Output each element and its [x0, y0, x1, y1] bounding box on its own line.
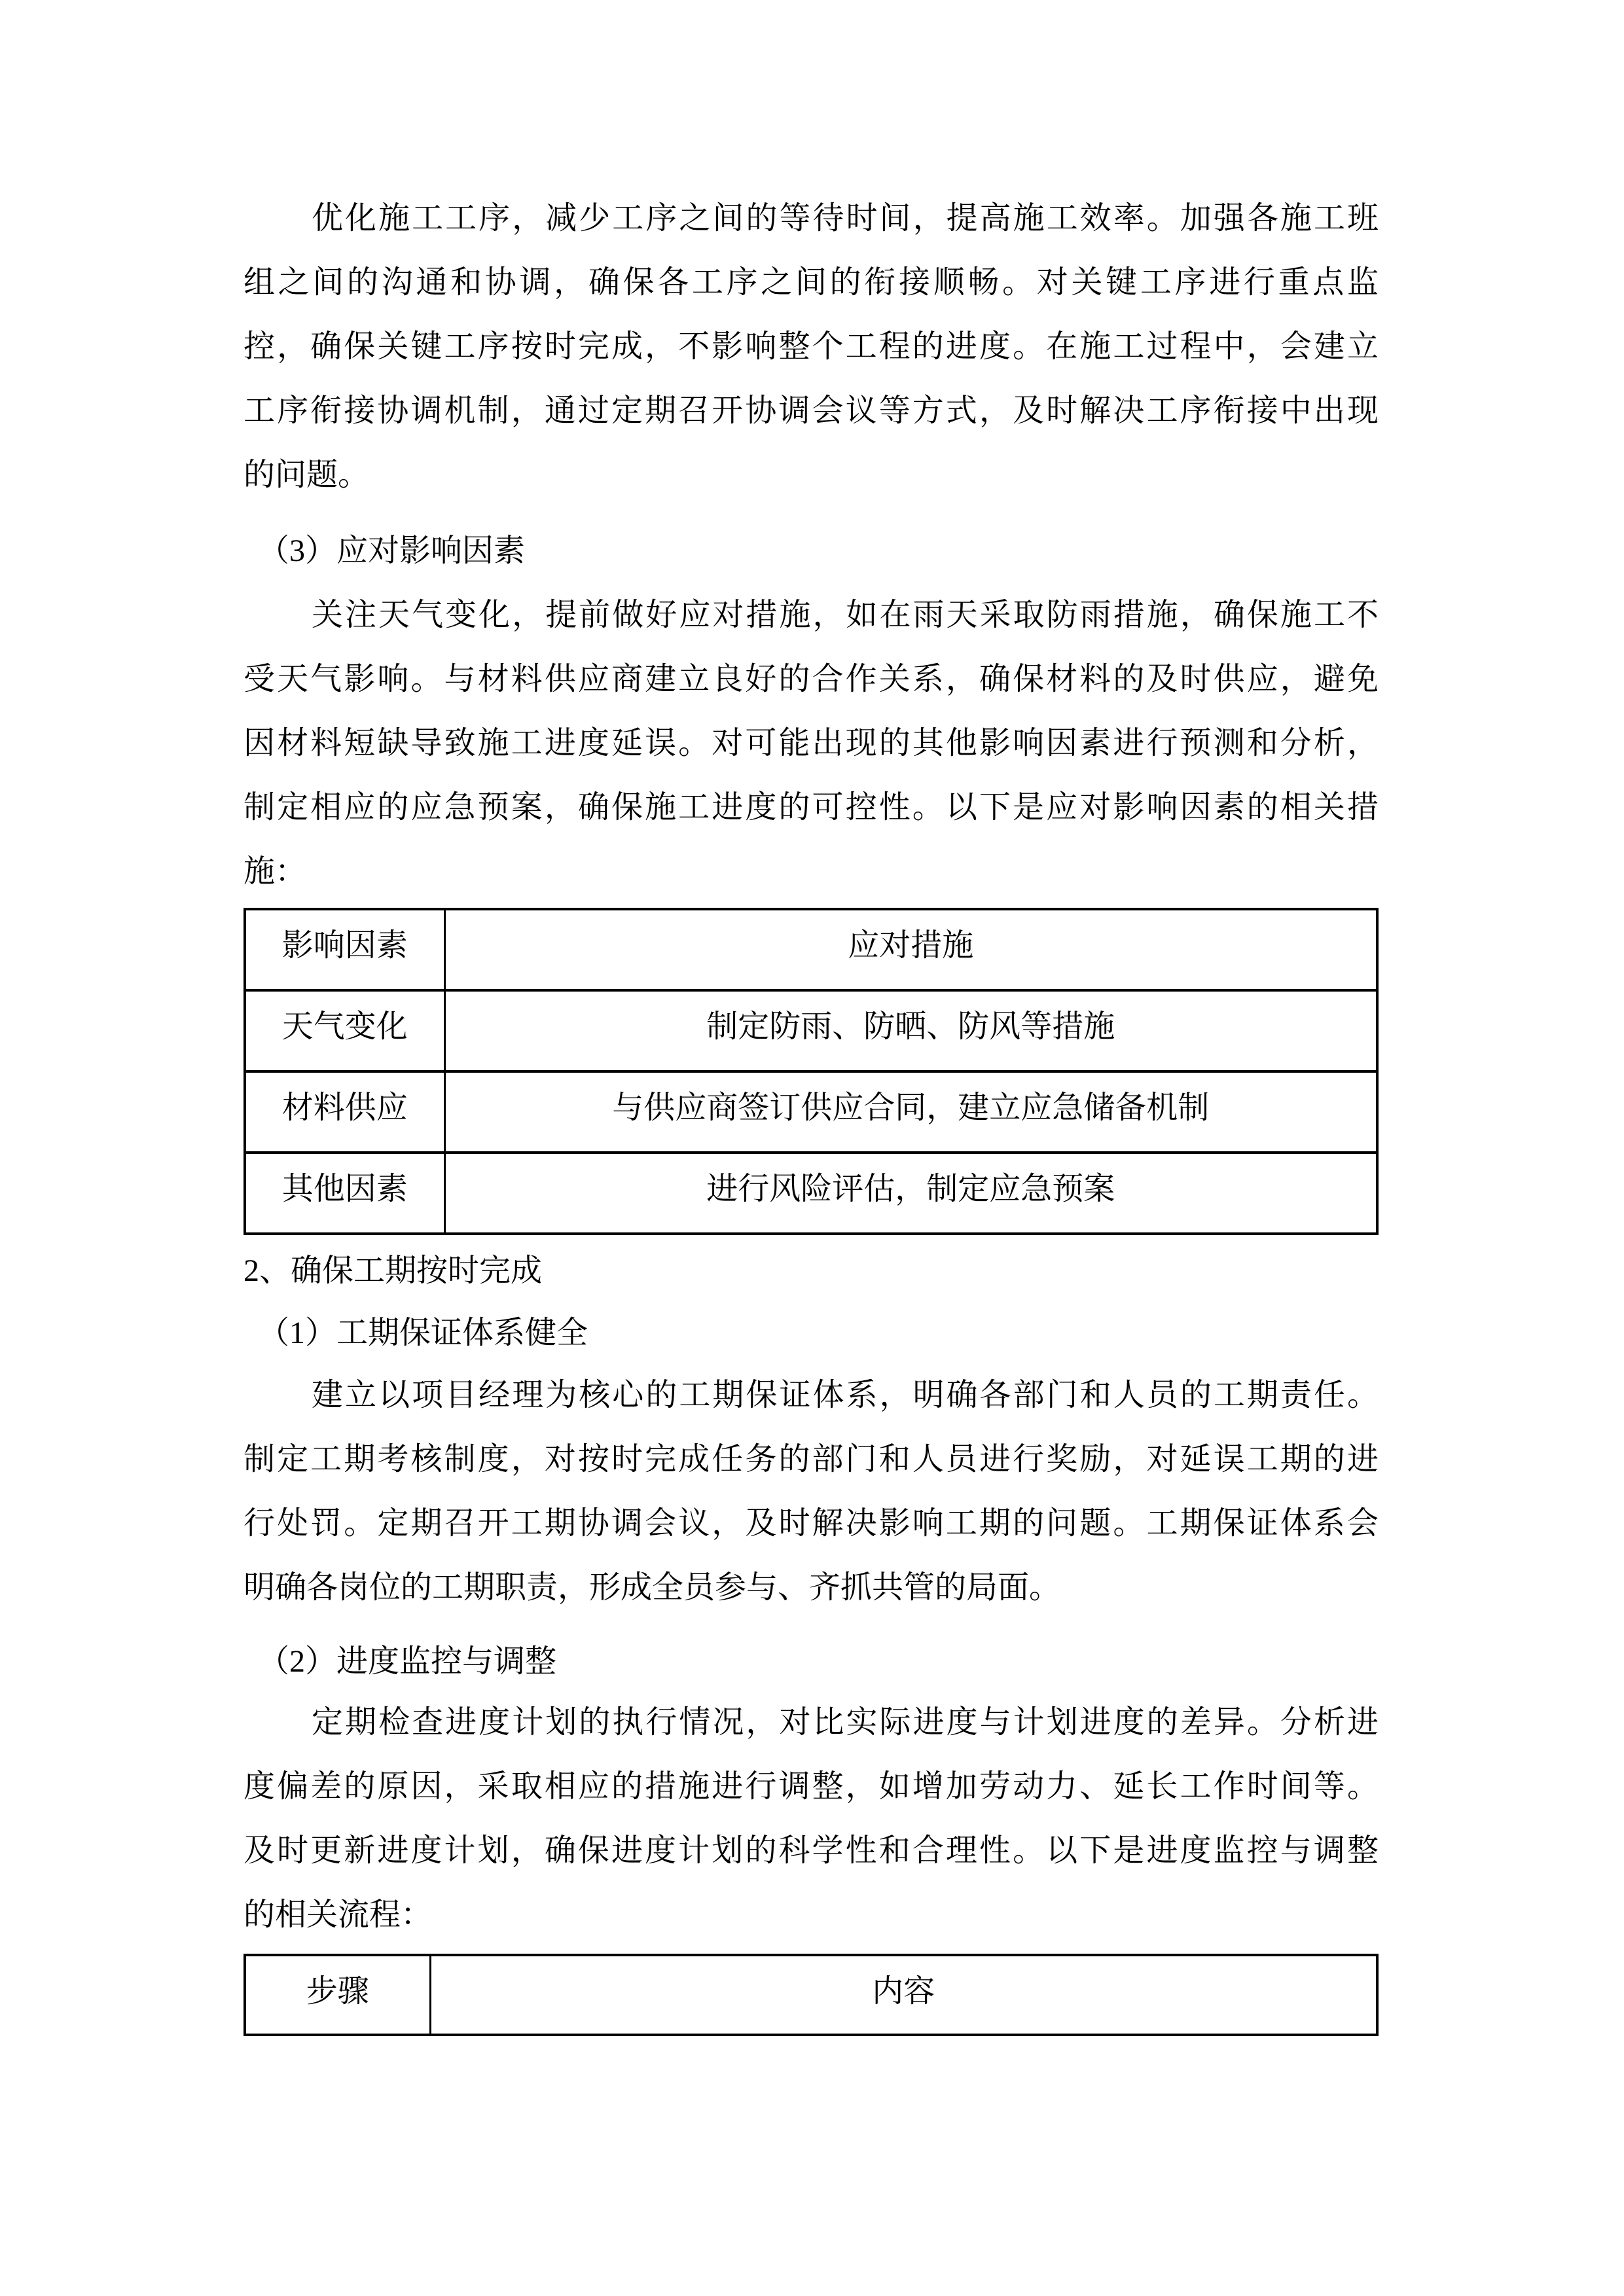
paragraph-line: 的相关流程：	[244, 1897, 433, 1932]
paragraph-line: 制定相应的应急预案，确保施工进度的可控性。以下是应对影响因素的相关措	[244, 790, 1379, 825]
table-cell: 影响因素	[245, 909, 444, 990]
factors-table	[244, 908, 1379, 1235]
paragraph-line: 行处罚。定期召开工期协调会议，及时解决影响工期的问题。工期保证体系会	[244, 1506, 1379, 1541]
section-heading: （3）应对影响因素	[258, 533, 526, 568]
table-cell: 天气变化	[245, 990, 444, 1071]
paragraph-line: 及时更新进度计划，确保进度计划的科学性和合理性。以下是进度监控与调整	[244, 1833, 1379, 1868]
paragraph-line: 度偏差的原因，采取相应的措施进行调整，如增加劳动力、延长工作时间等。	[244, 1769, 1379, 1804]
table-cell: 进行风险评估，制定应急预案	[444, 1153, 1377, 1234]
table-row	[245, 1071, 1377, 1153]
paragraph-line: 优化施工工序，减少工序之间的等待时间，提高施工效率。加强各施工班	[312, 201, 1379, 236]
table-cell: 与供应商签订供应合同，建立应急储备机制	[444, 1071, 1377, 1153]
table-cell: 步骤	[245, 1955, 430, 2035]
table-row	[245, 990, 1377, 1071]
table-row	[245, 909, 1377, 990]
paragraph-line: 明确各岗位的工期职责，形成全员参与、齐抓共管的局面。	[244, 1570, 1061, 1605]
paragraph-line: 制定工期考核制度，对按时完成任务的部门和人员进行奖励，对延误工期的进	[244, 1442, 1379, 1477]
paragraph-line: 定期检查进度计划的执行情况，对比实际进度与计划进度的差异。分析进	[312, 1705, 1379, 1740]
paragraph-line: 关注天气变化，提前做好应对措施，如在雨天采取防雨措施，确保施工不	[312, 598, 1379, 632]
section-heading: 2、确保工期按时完成	[244, 1253, 543, 1288]
table-row	[245, 1153, 1377, 1234]
paragraph-line: 控，确保关键工序按时完成，不影响整个工程的进度。在施工过程中，会建立	[244, 329, 1379, 364]
paragraph-line: 因材料短缺导致施工进度延误。对可能出现的其他影响因素进行预测和分析，	[244, 726, 1379, 761]
paragraph-line: 组之间的沟通和协调，确保各工序之间的衔接顺畅。对关键工序进行重点监	[244, 265, 1379, 300]
table-cell: 内容	[430, 1955, 1377, 2035]
paragraph-line: 的问题。	[244, 457, 370, 492]
paragraph-line: 受天气影响。与材料供应商建立良好的合作关系，确保材料的及时供应，避免	[244, 662, 1379, 696]
paragraph-line: 施：	[244, 854, 307, 889]
paragraph	[244, 583, 1379, 904]
steps-table	[244, 1954, 1379, 2036]
paragraph-line: 建立以项目经理为核心的工期保证体系，明确各部门和人员的工期责任。	[312, 1378, 1379, 1412]
table-row	[245, 1955, 1377, 2035]
paragraph	[244, 1691, 1379, 1947]
table-cell: 其他因素	[245, 1153, 444, 1234]
section-heading: （1）工期保证体系健全	[258, 1316, 588, 1350]
paragraph	[244, 1363, 1379, 1620]
paragraph-line: 工序衔接协调机制，通过定期召开协调会议等方式，及时解决工序衔接中出现	[244, 393, 1379, 428]
section-heading: （2）进度监控与调整	[258, 1644, 557, 1679]
paragraph	[244, 187, 1379, 507]
table-cell: 制定防雨、防晒、防风等措施	[444, 990, 1377, 1071]
table-cell: 应对措施	[444, 909, 1377, 990]
table-cell: 材料供应	[245, 1071, 444, 1153]
